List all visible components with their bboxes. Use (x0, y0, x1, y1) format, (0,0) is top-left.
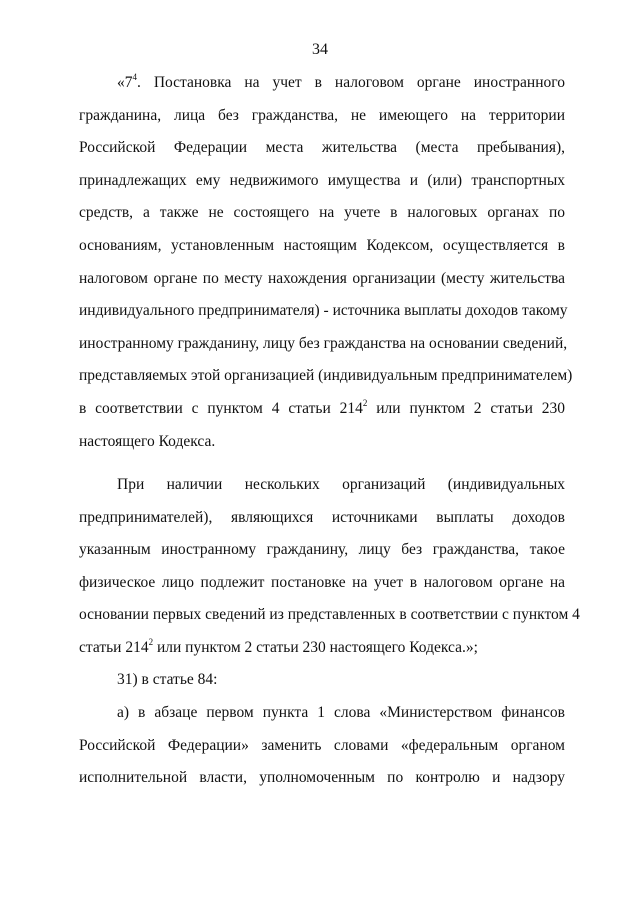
paragraph-3 (79, 664, 565, 697)
paragraph-line: указанным иностранному гражданину, лицу без гражданства, такое (79, 541, 565, 559)
paragraph-line: иностранному гражданину, лицу без гражданства на основании сведений, (79, 334, 568, 352)
page-number: 34 (312, 41, 328, 58)
paragraph-line: настоящего Кодекса. (79, 432, 216, 450)
paragraph-line: Российской Федерации» заменить словами «федеральным органом (79, 736, 565, 754)
superscript: 4 (132, 71, 137, 82)
paragraph-line (79, 632, 565, 665)
paragraph-line: физическое лицо подлежит постановке на учет в налоговом органе на (79, 573, 565, 591)
paragraph-line (79, 67, 565, 100)
text-fragment: или пунктом 2 статьи 230 (367, 399, 565, 417)
paragraph-line: Российской Федерации места жительства (места пребывания), (79, 139, 565, 157)
text-fragment: . Постановка на учет в налоговом органе иностранного (137, 74, 565, 91)
paragraph-line: а) в абзаце первом пункта 1 слова «Министерством финансов (117, 704, 565, 721)
paragraph-line: гражданина, лица без гражданства, не имеющего на территории (79, 106, 565, 124)
paragraph-line: представляемых этой организацией (индивидуальным предпринимателем) (79, 367, 573, 385)
paragraph-line: исполнительной власти, уполномоченным по контролю и надзору (79, 769, 565, 787)
paragraph-line: средств, а также не состоящего на учете в налоговых органах по (79, 204, 565, 222)
paragraph-4 (79, 697, 565, 795)
superscript: 2 (148, 636, 154, 647)
paragraph-line (79, 393, 565, 426)
paragraph-line: основаниям, установленным настоящим Кодексом, осуществляется в (79, 236, 565, 254)
paragraph-line: основании первых сведений из представленных в соответствии с пунктом 4 (79, 606, 580, 624)
text-fragment: «7 (117, 74, 133, 91)
paragraph-line: принадлежащих ему недвижимого имущества и (или) транспортных (79, 171, 565, 189)
paragraph-line: предпринимателей), являющихся источниками выплаты доходов (79, 508, 565, 526)
paragraph-line: налоговом органе по месту нахождения организации (месту жительства (79, 269, 565, 287)
paragraph-line: 31) в статье 84: (117, 671, 218, 688)
paragraph-line: При наличии нескольких организаций (индивидуальных (117, 476, 565, 493)
paragraph-1 (79, 67, 573, 458)
paragraph-2 (79, 469, 580, 665)
text-fragment: статьи 214 (79, 638, 149, 656)
text-fragment: в соответствии с пунктом 4 статьи 214 (79, 399, 363, 417)
superscript: 2 (362, 397, 368, 408)
text-fragment: или пунктом 2 статьи 230 настоящего Кодекса.»; (153, 638, 478, 656)
paragraph-line: индивидуального предпринимателя) - источника выплаты доходов такому (79, 302, 568, 320)
